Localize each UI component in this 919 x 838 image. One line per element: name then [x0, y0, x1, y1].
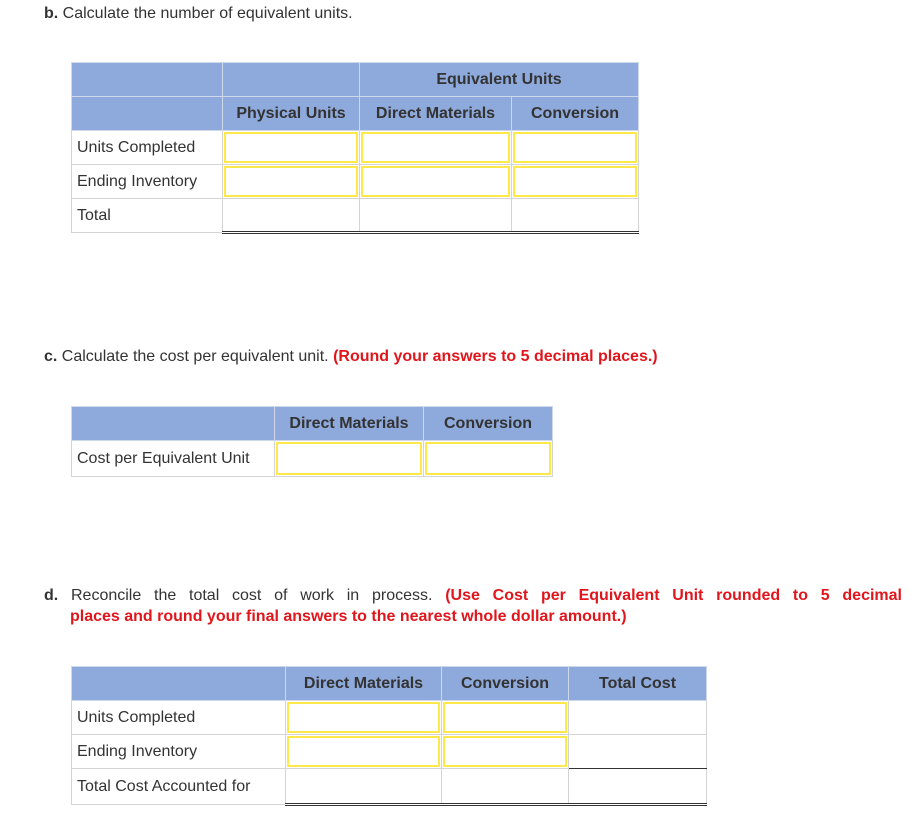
conv-ending-inventory-cost-input[interactable] [445, 738, 565, 765]
part-c-letter: c. [44, 348, 58, 365]
conv-units-completed-cost-input[interactable] [445, 704, 565, 731]
row-label-cost-per-equivalent-unit: Cost per Equivalent Unit [72, 441, 275, 477]
cost-reconciliation-table [71, 666, 707, 806]
conv-cost-per-eu-cell [424, 441, 553, 477]
header-conversion: Conversion [442, 667, 569, 701]
dm-cost-per-eu-cell [275, 441, 424, 477]
conv-ending-inventory-cost-cell [442, 735, 569, 769]
part-c-instruction [44, 346, 658, 367]
dm-units-completed-cell [360, 131, 512, 165]
total-units-completed-cost-cell [569, 701, 707, 735]
physical-total-cell [223, 199, 360, 233]
cost-per-equivalent-unit-table [71, 406, 553, 477]
conv-ending-inventory-cell [512, 165, 639, 199]
part-c-note: (Round your answers to 5 decimal places.) [333, 348, 658, 365]
part-b-letter: b. [44, 5, 59, 22]
header-total-cost: Total Cost [569, 667, 707, 701]
conv-units-completed-input[interactable] [515, 134, 635, 161]
total-cost-accounted-cell [569, 769, 707, 805]
part-d-note-line2: places and round your final answers to the nearest whole dollar amount.) [70, 608, 627, 625]
row-label-units-completed: Units Completed [72, 131, 223, 165]
dm-total-cell [360, 199, 512, 233]
dm-cost-per-eu-input[interactable] [278, 444, 420, 473]
physical-units-completed-input[interactable] [226, 134, 356, 161]
row-label-units-completed: Units Completed [72, 701, 286, 735]
header-equivalent-units: Equivalent Units [360, 63, 639, 97]
part-d-text: Reconcile the total cost of work in process. [70, 587, 433, 604]
conv-total-cell [512, 199, 639, 233]
header-direct-materials: Direct Materials [275, 407, 424, 441]
row-label-total-cost-accounted-for: Total Cost Accounted for [72, 769, 286, 805]
conv-units-completed-cell [512, 131, 639, 165]
dm-ending-inventory-cost-input[interactable] [289, 738, 438, 765]
part-d-letter: d. [44, 587, 59, 604]
conv-ending-inventory-input[interactable] [515, 168, 635, 195]
conv-units-completed-cost-cell [442, 701, 569, 735]
part-d-instruction [44, 585, 902, 627]
dm-units-completed-input[interactable] [363, 134, 508, 161]
dm-total-cost-accounted-cell [286, 769, 442, 805]
dm-ending-inventory-cell [360, 165, 512, 199]
header-direct-materials: Direct Materials [360, 97, 512, 131]
dm-units-completed-cost-input[interactable] [289, 704, 438, 731]
header-blank [72, 667, 286, 701]
part-b-text: Calculate the number of equivalent units. [62, 5, 353, 22]
row-label-ending-inventory: Ending Inventory [72, 735, 286, 769]
part-d-note-line1: (Use Cost per Equivalent Unit rounded to 5 decimal [445, 587, 902, 604]
dm-units-completed-cost-cell [286, 701, 442, 735]
header-blank [72, 407, 275, 441]
row-label-total: Total [72, 199, 223, 233]
row-label-ending-inventory: Ending Inventory [72, 165, 223, 199]
physical-ending-inventory-input[interactable] [226, 168, 356, 195]
physical-units-completed-cell [223, 131, 360, 165]
dm-ending-inventory-cost-cell [286, 735, 442, 769]
total-ending-inventory-cost-cell [569, 735, 707, 769]
header-direct-materials: Direct Materials [286, 667, 442, 701]
header-blank [72, 63, 223, 97]
conv-total-cost-accounted-cell [442, 769, 569, 805]
dm-ending-inventory-input[interactable] [363, 168, 508, 195]
part-c-text: Calculate the cost per equivalent unit. [61, 348, 329, 365]
part-b-instruction [44, 3, 353, 24]
header-conversion: Conversion [512, 97, 639, 131]
conv-cost-per-eu-input[interactable] [427, 444, 549, 473]
header-blank [72, 97, 223, 131]
equivalent-units-table [71, 62, 639, 234]
header-physical-units: Physical Units [223, 97, 360, 131]
physical-ending-inventory-cell [223, 165, 360, 199]
header-blank [223, 63, 360, 97]
header-conversion: Conversion [424, 407, 553, 441]
